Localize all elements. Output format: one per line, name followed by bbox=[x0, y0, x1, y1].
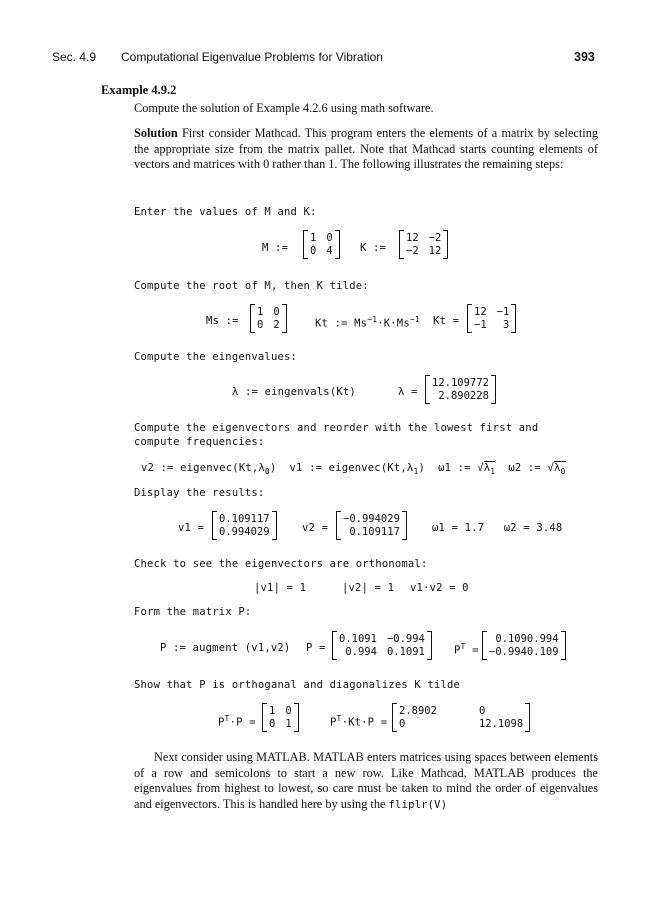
step-form-p: Form the matrix P: bbox=[134, 606, 252, 618]
pt-result-label: $P^T$ = bbox=[454, 642, 479, 657]
kt-expr-inverse: −1 bbox=[367, 315, 378, 324]
step-display-results: Display the results: bbox=[134, 487, 265, 499]
matrix-cell: 0 bbox=[326, 232, 333, 244]
matrix-cell: 0.1091 bbox=[339, 633, 377, 645]
kt-expr-part: Kt := Ms bbox=[315, 317, 368, 330]
matrix-k bbox=[399, 230, 448, 259]
lambda-result-label: λ = bbox=[398, 386, 418, 398]
vector-lambda bbox=[425, 375, 496, 404]
matrix-cell: −1 bbox=[474, 319, 487, 331]
step-eigenvectors-line1: Compute the eigenvectors and reorder with the lowest first and bbox=[134, 422, 539, 434]
matrix-cell: 4 bbox=[326, 245, 333, 257]
matrix-cell: 1 bbox=[285, 718, 292, 730]
matrix-kt bbox=[467, 304, 516, 333]
m-assign-label: M := bbox=[262, 242, 289, 254]
matrix-cell: 2.8902 bbox=[399, 705, 437, 717]
p-definition: P := augment (v1,v2) bbox=[160, 642, 291, 654]
step-eigenvectors-line2: compute frequencies: bbox=[134, 436, 265, 448]
matrix-cell: 0 bbox=[478, 705, 486, 717]
matrix-cell: −1 bbox=[496, 306, 510, 318]
ms-assign-label: Ms := bbox=[206, 315, 239, 327]
step-eigenvalues: Compute the eingenvalues: bbox=[134, 351, 298, 363]
kt-expr-part: ·K·Ms bbox=[377, 317, 410, 330]
matrix-cell: 0 bbox=[269, 718, 276, 730]
vector-v1 bbox=[212, 511, 277, 540]
matrix-cell: 12 bbox=[428, 245, 442, 257]
vector-cell: 0.109117 bbox=[349, 526, 400, 538]
solution-text: First consider Mathcad. This program enters the elements of a matrix by selecting the appropriate size from the matrix pallet. Note that Mathcad starts counting elements of vectors and matrices with 0 rather than 1. The following illustrates the remaining steps: bbox=[134, 126, 598, 172]
norm-v2: |v2| = 1 bbox=[342, 582, 395, 594]
matrix-cell: 3 bbox=[502, 319, 510, 331]
k-assign-label: K := bbox=[360, 242, 387, 254]
step-root-m: Compute the root of M, then K tilde: bbox=[134, 280, 369, 292]
example-title: Example 4.9.2 bbox=[101, 83, 177, 97]
lambda-definition: λ := eingenvals(Kt) bbox=[232, 386, 356, 398]
matrix-cell: 12 bbox=[474, 306, 487, 318]
v2-result-label: v2 = bbox=[302, 522, 329, 534]
matrix-ms bbox=[250, 304, 287, 333]
running-header-section: Sec. 4.9 bbox=[52, 50, 97, 64]
matrix-cell: 0 bbox=[285, 705, 292, 717]
page-number: 393 bbox=[574, 50, 595, 64]
step-orthonormal-check: Check to see the eigenvectors are orthonomal: bbox=[134, 558, 428, 570]
inline-code: fliplr(V) bbox=[388, 798, 448, 811]
matrix-cell: 1 bbox=[310, 232, 317, 244]
matrix-cell: 1 bbox=[269, 705, 276, 717]
kt-expression bbox=[315, 315, 420, 330]
v2-definition: v2 := $eigenvec(Kt,\lambda_0)$ bbox=[141, 462, 277, 477]
solution-label: Solution bbox=[134, 126, 178, 140]
v1-result-label: v1 = bbox=[178, 522, 205, 534]
omega1-definition: ω1 := $√\lambda_1$ bbox=[438, 462, 496, 477]
vector-cell: 12.109772 bbox=[432, 377, 489, 389]
frequency-results: ω1 = 1.7 ω2 = 3.48 bbox=[432, 522, 563, 534]
vector-cell: −0.994029 bbox=[343, 513, 400, 525]
matrix-cell: −0.9940.109 bbox=[489, 646, 559, 658]
matrix-cell: 1 bbox=[257, 306, 264, 318]
matrix-m bbox=[303, 230, 340, 259]
matrix-cell: 0.1091 bbox=[386, 646, 425, 658]
matrix-ptktp bbox=[392, 703, 530, 732]
omega2-definition: ω2 := $√\lambda_0$ bbox=[508, 462, 566, 477]
p-result-label: P = bbox=[306, 642, 326, 654]
matrix-cell: 0.994 bbox=[345, 646, 377, 658]
step-orthogonal-diagonalize: Show that P is orthoganal and diagonalizes K tilde bbox=[134, 679, 461, 691]
matrix-cell: 0.1090.994 bbox=[495, 633, 559, 645]
vector-v2 bbox=[336, 511, 407, 540]
matrix-ptp bbox=[262, 703, 299, 732]
ptktp-result-label: $P^T\cdot Kt\cdot P$ = bbox=[330, 714, 388, 729]
kt-result-label: Kt = bbox=[433, 315, 460, 327]
example-statement: Compute the solution of Example 4.2.6 using math software. bbox=[134, 101, 434, 115]
matrix-cell: 0 bbox=[310, 245, 317, 257]
norm-v1: |v1| = 1 bbox=[254, 582, 307, 594]
matrix-cell: −0.994 bbox=[386, 633, 425, 645]
kt-expr-inverse: −1 bbox=[409, 315, 420, 324]
dot-product: v1·v2 = 0 bbox=[410, 582, 469, 594]
v1-definition: v1 := $eigenvec(Kt,\lambda_1)$ bbox=[289, 462, 426, 477]
matrix-cell: −2 bbox=[406, 245, 419, 257]
matrix-cell: 0 bbox=[273, 306, 280, 318]
matrix-cell: 0 bbox=[399, 718, 406, 730]
matlab-paragraph-text: Next consider using MATLAB. MATLAB enters matrices using spaces between elements of a row and semicolons to start a new row. Like Mathcad, MATLAB produces the eigenvalues from highest to lowest, so care must be taken to mind the order of eigenvalues and eigenvectors. This is handled here by using the bbox=[134, 750, 598, 811]
running-header-title: Computational Eigenvalue Problems for Vibration bbox=[121, 50, 383, 64]
matrix-p bbox=[332, 631, 432, 660]
matrix-cell: 12 bbox=[406, 232, 419, 244]
matrix-cell: −2 bbox=[428, 232, 442, 244]
matrix-cell: 2 bbox=[273, 319, 280, 331]
matrix-cell: 12.1098 bbox=[478, 718, 524, 730]
matrix-pt bbox=[482, 631, 566, 660]
vector-cell: 2.890228 bbox=[438, 390, 489, 402]
solution-paragraph bbox=[134, 126, 598, 173]
ptp-result-label: $P^T\cdot P$ = bbox=[218, 714, 256, 729]
matlab-paragraph bbox=[134, 750, 598, 813]
matrix-cell: 0 bbox=[257, 319, 264, 331]
eigenvector-definitions bbox=[141, 462, 566, 476]
vector-cell: 0.994029 bbox=[219, 526, 270, 538]
vector-cell: 0.109117 bbox=[219, 513, 270, 525]
step-enter-m-k: Enter the values of M and K: bbox=[134, 206, 317, 218]
